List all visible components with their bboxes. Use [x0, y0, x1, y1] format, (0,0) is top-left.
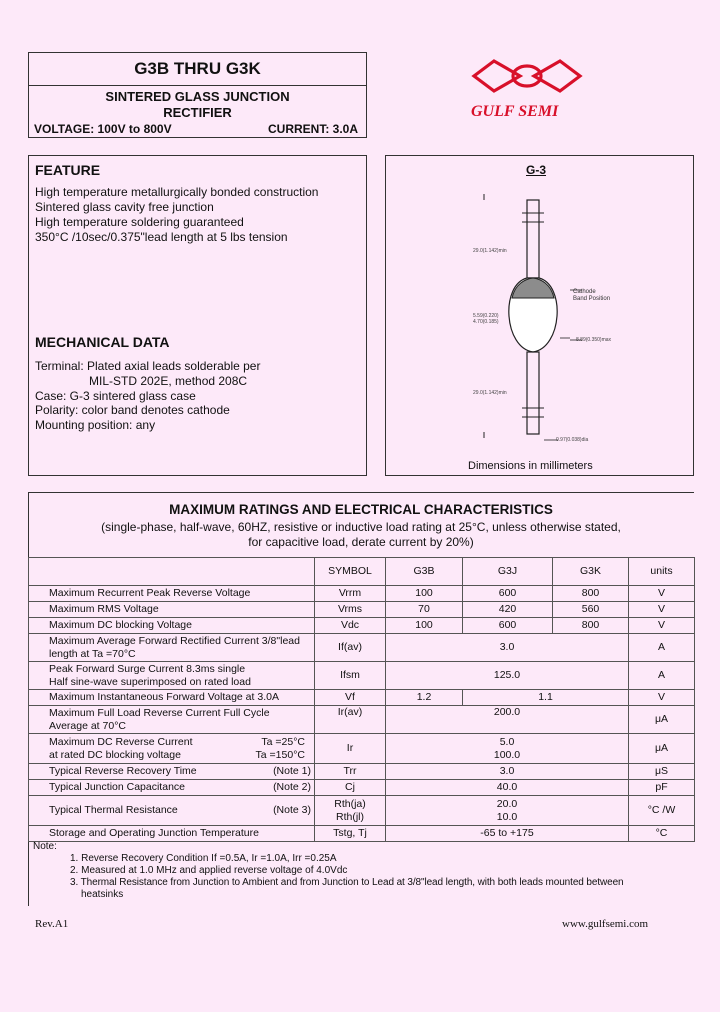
table-row — [29, 826, 695, 842]
unit: V — [629, 690, 695, 706]
table-row — [29, 618, 695, 634]
param: Maximum DC blocking Voltage — [29, 618, 315, 634]
current-spec: CURRENT: 3.0A — [267, 122, 358, 136]
note-ref: (Note 1) — [273, 765, 311, 777]
value-ja: 20.0 — [496, 797, 518, 810]
unit: μS — [629, 764, 695, 780]
value: 125.0 — [386, 662, 629, 690]
param: Maximum Full Load Reverse Current Full Cycle Average at 70°C — [29, 706, 315, 734]
symbol: Vrrm — [315, 586, 386, 602]
col-symbol: SYMBOL — [315, 558, 386, 586]
value: 3.0 — [386, 634, 629, 662]
value: 40.0 — [386, 780, 629, 796]
col-g3k: G3K — [553, 558, 629, 586]
brand-name: GULF SEMI — [471, 103, 559, 120]
unit: V — [629, 618, 695, 634]
table-row — [29, 734, 695, 764]
ratings-heading: MAXIMUM RATINGS AND ELECTRICAL CHARACTERISTICS — [169, 502, 553, 517]
param: Storage and Operating Junction Temperature — [29, 826, 315, 842]
symbol: Tstg, Tj — [315, 826, 386, 842]
unit: °C /W — [629, 796, 695, 826]
symbol: Vf — [315, 690, 386, 706]
package-name: G-3 — [526, 163, 547, 177]
value: -65 to +175 — [386, 826, 629, 842]
table-row — [29, 780, 695, 796]
symbol: Cj — [315, 780, 386, 796]
value-g3j: 600 — [463, 586, 553, 602]
note-ref: (Note 2) — [273, 781, 311, 793]
unit: V — [629, 586, 695, 602]
mechanical-item: Case: G-3 sintered glass case — [35, 389, 196, 403]
subtitle-box — [28, 85, 367, 138]
unit: pF — [629, 780, 695, 796]
revision: Rev.A1 — [35, 918, 69, 930]
value — [386, 796, 629, 826]
value-g3j: 600 — [463, 618, 553, 634]
param-text: Typical Thermal Resistance — [49, 804, 178, 816]
feature-heading: FEATURE — [35, 162, 101, 178]
unit: A — [629, 634, 695, 662]
package-caption: Dimensions in millimeters — [468, 460, 593, 472]
symbol — [315, 796, 386, 826]
table-row — [29, 602, 695, 618]
gulf-semi-logo — [468, 55, 586, 99]
feature-item: 350°C /10sec/0.375"lead length at 5 lbs tension — [35, 230, 288, 244]
unit: A — [629, 662, 695, 690]
param: Maximum Recurrent Peak Reverse Voltage — [29, 586, 315, 602]
note-item: heatsinks — [81, 889, 124, 900]
value-150c: 100.0 — [493, 748, 521, 761]
ratings-subtitle-2: for capacitive load, derate current by 20%) — [248, 535, 474, 549]
symbol: Vrms — [315, 602, 386, 618]
notes-label: Note: — [33, 841, 57, 852]
note-item: 3. Thermal Resistance from Junction to Ambient and from Junction to Lead at 3/8"lead length, with both leads mounted between — [70, 877, 624, 888]
param — [29, 780, 315, 796]
symbol: Ifsm — [315, 662, 386, 690]
value-25c: 5.0 — [499, 735, 515, 748]
dim-body-len: 8.89(0.350)max — [576, 337, 612, 343]
param-line2: at rated DC blocking voltage — [49, 748, 181, 761]
value: 3.0 — [386, 764, 629, 780]
unit: μA — [629, 706, 695, 734]
mechanical-item: MIL-STD 202E, method 208C — [89, 374, 248, 388]
mechanical-item: Mounting position: any — [35, 418, 156, 432]
ratings-subtitle-1: (single-phase, half-wave, 60HZ, resistive or inductive load rating at 25°C, unless otherwise stated, — [101, 520, 621, 534]
symbol: If(av) — [315, 634, 386, 662]
note-ref: (Note 3) — [273, 804, 311, 816]
symbol: Ir — [315, 734, 386, 764]
value-g3b: 100 — [386, 618, 463, 634]
param-text: Typical Junction Capacitance — [49, 781, 185, 793]
value-g3k: 800 — [553, 586, 629, 602]
value-g3b: 100 — [386, 586, 463, 602]
table-row — [29, 690, 695, 706]
param: Peak Forward Surge Current 8.3ms single Half sine-wave superimposed on rated load — [29, 662, 315, 690]
value — [386, 734, 629, 764]
col-g3j: G3J — [463, 558, 553, 586]
dim-lead-top: 29.0(1.142)min — [473, 248, 507, 254]
condition-2: Ta =150°C — [255, 748, 305, 761]
value: 200.0 — [386, 706, 629, 734]
unit: μA — [629, 734, 695, 764]
param: Maximum Average Forward Rectified Current 3/8"lead length at Ta =70°C — [29, 634, 315, 662]
col-g3b: G3B — [386, 558, 463, 586]
param: Maximum RMS Voltage — [29, 602, 315, 618]
mechanical-item: Polarity: color band denotes cathode — [35, 403, 230, 417]
param: Maximum Instantaneous Forward Voltage at 3.0A — [29, 690, 315, 706]
subtitle-line2: RECTIFIER — [163, 105, 232, 120]
unit: °C — [629, 826, 695, 842]
value-g3k: 560 — [553, 602, 629, 618]
unit: V — [629, 602, 695, 618]
page-title: G3B THRU G3K — [134, 59, 261, 78]
value-g3b: 70 — [386, 602, 463, 618]
symbol-ja: Rth(ja) — [334, 797, 366, 810]
cathode-label: Cathode Band Position — [573, 289, 611, 302]
ratings-table — [28, 557, 695, 842]
symbol: Ir(av) — [315, 706, 386, 734]
mechanical-heading: MECHANICAL DATA — [35, 334, 170, 350]
table-row — [29, 764, 695, 780]
param — [29, 764, 315, 780]
feature-item: High temperature soldering guaranteed — [35, 215, 244, 229]
col-units: units — [629, 558, 695, 586]
feature-item: High temperature metallurgically bonded construction — [35, 185, 319, 199]
symbol-jl: Rth(jl) — [336, 810, 364, 823]
symbol: Trr — [315, 764, 386, 780]
condition-1: Ta =25°C — [261, 735, 305, 748]
param — [29, 796, 315, 826]
mechanical-item: Terminal: Plated axial leads solderable per — [35, 359, 261, 373]
symbol: Vdc — [315, 618, 386, 634]
param-line1: Maximum DC Reverse Current — [49, 735, 193, 748]
table-row — [29, 706, 695, 734]
table-row — [29, 586, 695, 602]
table-row — [29, 662, 695, 690]
value-jl: 10.0 — [496, 810, 518, 823]
note-item: 2. Measured at 1.0 MHz and applied reverse voltage of 4.0Vdc — [70, 865, 348, 876]
website: www.gulfsemi.com — [562, 918, 649, 930]
param-text: Typical Reverse Recovery Time — [49, 765, 197, 777]
param — [29, 734, 315, 764]
value-g3j: 420 — [463, 602, 553, 618]
table-row — [29, 796, 695, 826]
note-item: 1. Reverse Recovery Condition If =0.5A, Ir =1.0A, Irr =0.25A — [70, 853, 337, 864]
dim-lead-bottom: 29.0(1.142)min — [473, 390, 507, 396]
table-header-row — [29, 558, 695, 586]
value-g3b: 1.2 — [386, 690, 463, 706]
feature-item: Sintered glass cavity free junction — [35, 200, 214, 214]
title-box — [28, 52, 367, 86]
value-g3j-g3k: 1.1 — [463, 690, 629, 706]
voltage-spec: VOLTAGE: 100V to 800V — [34, 122, 172, 136]
value-g3k: 800 — [553, 618, 629, 634]
dim-lead-dia: 0.97(0.038)dia — [556, 437, 589, 443]
subtitle-line1: SINTERED GLASS JUNCTION — [105, 89, 290, 104]
dim-body-dia: 5.59(0.220) 4.70(0.185) — [473, 313, 499, 325]
table-row — [29, 634, 695, 662]
